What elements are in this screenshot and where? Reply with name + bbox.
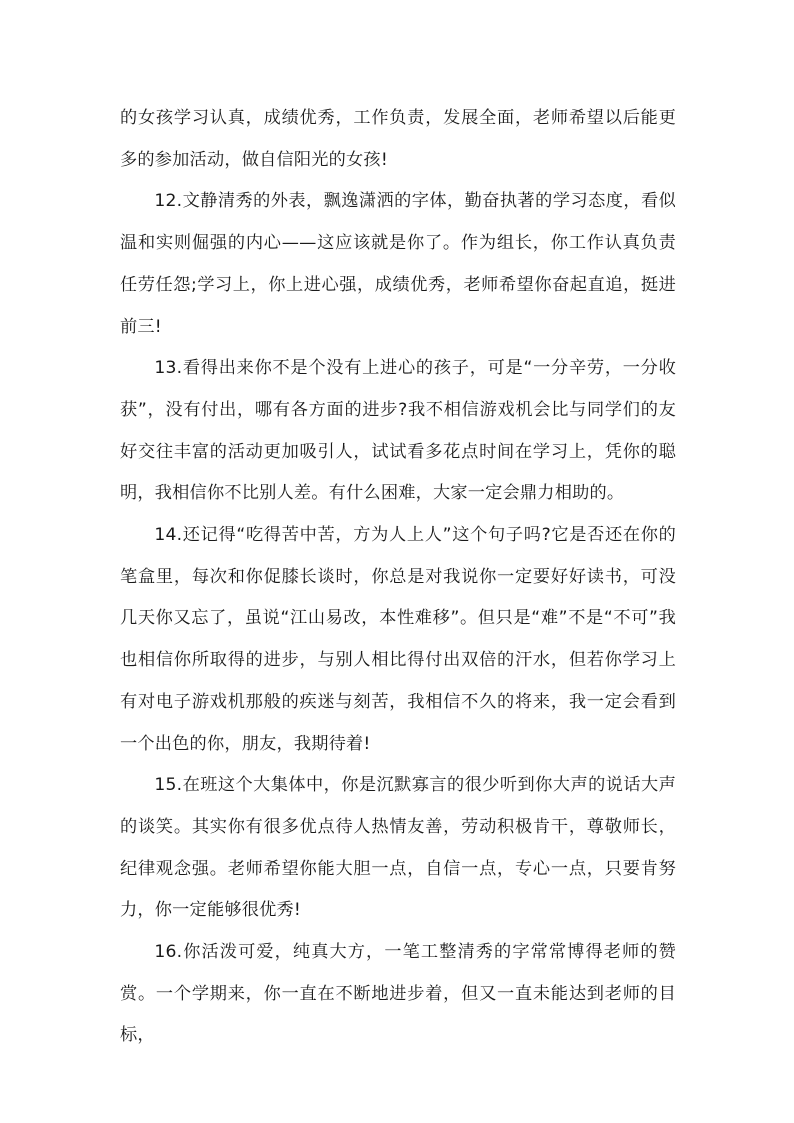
paragraph-comment-15: 15.在班这个大集体中，你是沉默寡言的很少听到你大声的说话大声的谈笑。其实你有很多优点待人热情友善，劳动积极肯干，尊敬师长，纪律观念强。老师希望你能大胆一点，自信一点，专心一点，只要肯努力，你一定能够很优秀! [120, 775, 676, 921]
document-body [120, 98, 676, 1057]
paragraph-comment-13: 13.看得出来你不是个没有上进心的孩子，可是“一分辛劳，一分收获”，没有付出，哪有各方面的进步?我不相信游戏机会比与同学们的友好交往丰富的活动更加吸引人，试试看多花点时间在学习上，凭你的聪明，我相信你不比别人差。有什么困难，大家一定会鼎力相助的。 [120, 358, 676, 504]
paragraph-comment-16: 16.你活泼可爱，纯真大方，一笔工整清秀的字常常博得老师的赞赏。一个学期来，你一直在不断地进步着，但又一直未能达到老师的目标， [120, 942, 676, 1046]
paragraph-continuation: 的女孩学习认真，成绩优秀，工作负责，发展全面，老师希望以后能更多的参加活动，做自信阳光的女孩! [120, 108, 676, 170]
paragraph-comment-12: 12.文静清秀的外表，飘逸潇洒的字体，勤奋执著的学习态度，看似温和实则倔强的内心——这应该就是你了。作为组长，你工作认真负责任劳任怨;学习上，你上进心强，成绩优秀，老师希望你奋起直追，挺进前三! [120, 191, 676, 337]
paragraph-comment-14: 14.还记得“吃得苦中苦，方为人上人”这个句子吗?它是否还在你的笔盒里，每次和你促膝长谈时，你总是对我说你一定要好好读书，可没几天你又忘了，虽说“江山易改，本性难移”。但只是“难”不是“不可”我也相信你所取得的进步，与别人相比得付出双倍的汗水，但若你学习上有对电子游戏机那般的疾迷与刻苦，我相信不久的将来，我一定会看到一个出色的你，朋友，我期待着! [120, 525, 676, 754]
